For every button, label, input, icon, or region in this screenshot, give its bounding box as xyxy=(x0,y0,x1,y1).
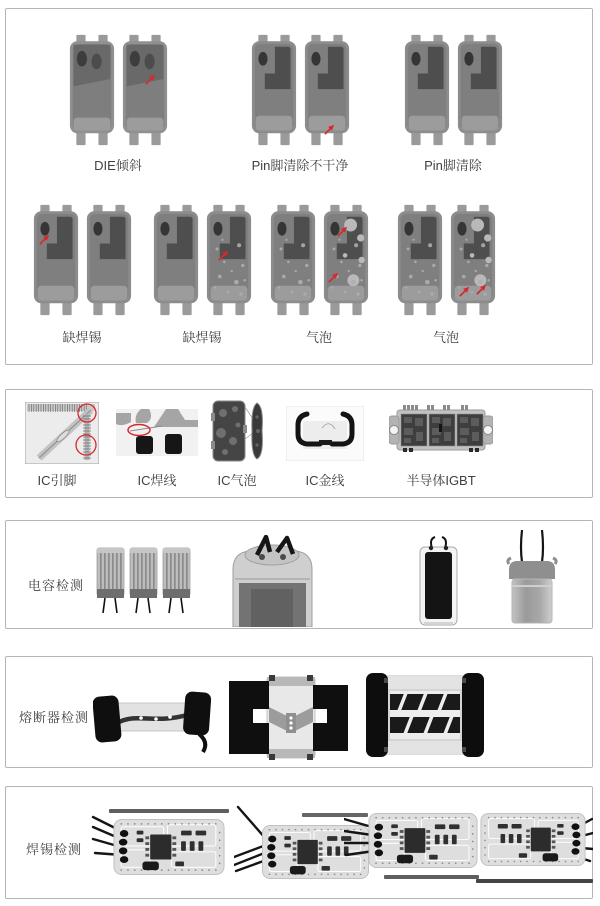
xray-igbt-module-image xyxy=(389,404,493,454)
panel-package-defects xyxy=(5,8,593,365)
xray-transistor-image xyxy=(397,201,443,319)
panel-solder-inspection xyxy=(5,786,593,899)
xray-ic-bond-wire-image xyxy=(116,409,198,456)
xray-capacitor-trio-image xyxy=(96,546,192,616)
xray-fuse-wire-image xyxy=(93,689,213,753)
xray-label: 缺焊锡 xyxy=(62,330,102,345)
xray-image-pin-residue xyxy=(251,31,350,149)
xray-label: 气泡 xyxy=(305,330,333,345)
xray-image-die-tilt xyxy=(69,31,168,149)
xray-label: IC引脚 xyxy=(37,473,77,488)
xray-label: IC焊线 xyxy=(137,473,177,488)
panel-ic-inspection xyxy=(5,389,593,498)
xray-ic-pins-image xyxy=(25,402,99,464)
xray-ic-gold-wire-image xyxy=(286,406,364,461)
xray-transistor-image xyxy=(270,201,316,319)
panel-title: 熔断器检测 xyxy=(19,710,90,725)
xray-transistor-image xyxy=(251,31,297,149)
xray-pcb-image-3 xyxy=(344,811,479,885)
xray-transistor-image xyxy=(323,201,369,319)
xray-label: 半导体IGBT xyxy=(406,473,476,488)
xray-fuse-lattice-image xyxy=(364,670,486,760)
xray-image-voids-1 xyxy=(270,201,369,319)
xray-image-voids-2 xyxy=(397,201,496,319)
panel-fuse-inspection xyxy=(5,656,593,768)
xray-label: IC气泡 xyxy=(217,473,257,488)
xray-ic-voids-image xyxy=(211,399,264,463)
xray-label: Pin脚清除不干净 xyxy=(251,158,349,173)
xray-capacitor-top-image xyxy=(229,535,316,627)
xray-capacitor-core-image xyxy=(416,535,461,628)
panel-title: 电容检测 xyxy=(28,578,85,593)
xray-pcb-image-1 xyxy=(91,807,231,885)
xray-transistor-image xyxy=(69,31,115,149)
xray-image-missing-solder-1 xyxy=(33,201,132,319)
xray-transistor-image xyxy=(457,31,503,149)
xray-label: 缺焊锡 xyxy=(182,330,222,345)
xray-label: Pin脚清除 xyxy=(424,158,482,173)
xray-image-pin-clean xyxy=(404,31,503,149)
xray-fuse-ribbon-image xyxy=(229,675,348,760)
xray-transistor-image xyxy=(86,201,132,319)
panel-capacitor-inspection xyxy=(5,520,593,629)
xray-label: IC金线 xyxy=(305,473,345,488)
panel-title: 焊锡检测 xyxy=(26,842,83,857)
xray-label: DIE倾斜 xyxy=(94,158,142,173)
xray-transistor-image xyxy=(122,31,168,149)
xray-pcb-image-4 xyxy=(468,807,593,887)
xray-transistor-image xyxy=(450,201,496,319)
xray-transistor-image xyxy=(33,201,79,319)
xray-transistor-image xyxy=(304,31,350,149)
xray-label: 气泡 xyxy=(432,330,460,345)
xray-capacitor-leads-image xyxy=(506,530,558,626)
xray-transistor-image xyxy=(153,201,199,319)
xray-image-missing-solder-2 xyxy=(153,201,252,319)
xray-transistor-image xyxy=(404,31,450,149)
xray-transistor-image xyxy=(206,201,252,319)
